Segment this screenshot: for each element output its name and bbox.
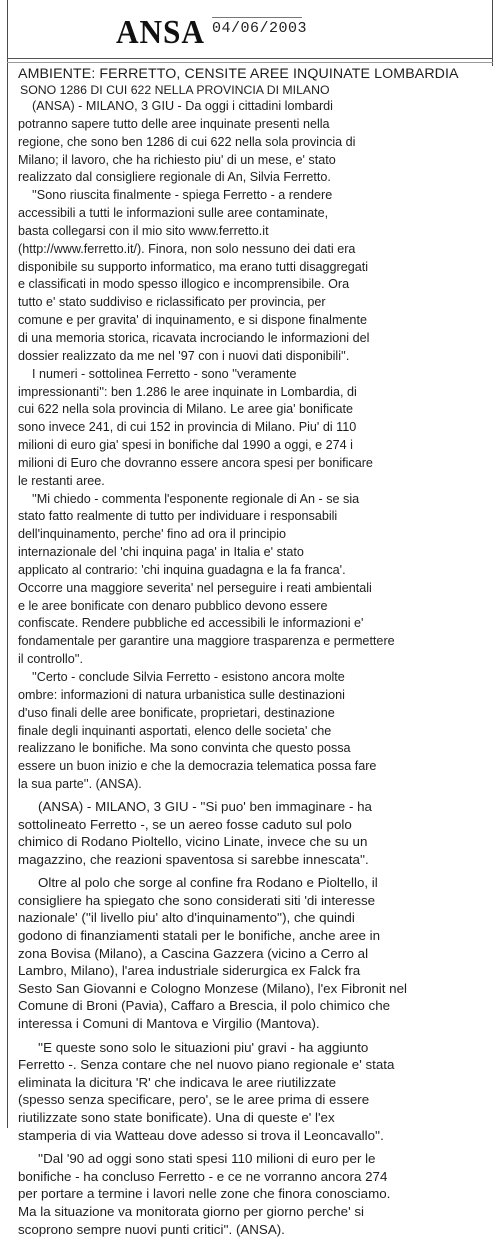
- article-text-line: accessibili a tutti le informazioni sulle aree contaminate,: [18, 206, 329, 221]
- article-text-line: disponibile su supporto informatico, ma erano tutti disaggregati: [18, 259, 369, 274]
- article-text-line: Lambro, Milano), l'area industriale siderurgica ex Falck fra: [18, 963, 361, 979]
- article-text-line: basta collegarsi con il mio sito www.ferretto.it: [18, 223, 269, 238]
- article-text-line: Sesto San Giovanni e Cologno Monzese (Milano), l'ex Fibronit nel: [18, 980, 407, 996]
- article-text-line: magazzino, che reazioni spaventosa si sarebbe innescata''.: [18, 851, 369, 867]
- article-text-line: Occorre una maggiore severita' nel perseguire i reati ambientali: [18, 580, 372, 595]
- article-text-line: confiscate. Rendere pubbliche ed accessibili le informazioni e': [18, 616, 364, 631]
- ansa-masthead-logo: ANSA: [116, 14, 205, 51]
- article-text-line: cui 622 nella sola provincia di Milano. Le aree gia' bonificate: [18, 402, 353, 417]
- article-text-line: Comune di Broni (Pavia), Caffaro a Brescia, il polo chimico che: [18, 998, 391, 1014]
- article-text-line: ''Mi chiedo - commenta l'esponente regionale di An - se sia: [32, 491, 360, 506]
- article-text-line: di una memoria storica, ricavata incrociando le informazioni del: [18, 330, 370, 345]
- article-text-line: applicato al contrario: 'chi inquina guadagna e la fa franca'.: [18, 562, 346, 577]
- article-text-line: sono invece 241, di cui 152 in provincia di Milano. Piu' di 110: [18, 420, 357, 435]
- article-text-line: eliminata la dicitura 'R' che indicava le aree riutilizzate: [18, 1074, 337, 1090]
- article-text-line: sottolineato Ferretto -, se un aereo fosse caduto sul polo: [18, 816, 352, 832]
- article-text-line: ombre: informazioni di natura urbanistica sulle destinazioni: [18, 687, 345, 702]
- article-text-line: Ferretto -. Senza contare che nel nuovo piano regionale e' stata: [18, 1057, 395, 1073]
- date-block: [212, 17, 307, 38]
- article-text-line: internazionale del 'chi inquina paga' in Italia e' stato: [18, 545, 304, 560]
- article-text-line: chimico di Rodano Pioltello, vicino Linate, invece che su un: [18, 834, 368, 850]
- article-text-line: (spesso senza specificare, pero', se le aree prima di essere: [18, 1092, 370, 1108]
- article-body-part2: [18, 798, 490, 1238]
- article-text-line: realizzato dal consigliere regionale di An, Silvia Ferretto.: [18, 170, 331, 185]
- article-text-line: essere un buon inizio e che la democrazia telematica possa fare: [18, 759, 377, 774]
- article-body-part1: [18, 98, 490, 794]
- article-text-line: (ANSA) - MILANO, 3 GIU - ''Si puo' ben immaginare - ha: [38, 798, 372, 814]
- article-text-line: interessa i Comuni di Mantova e Virgilio (Mantova).: [18, 1016, 320, 1032]
- article-text-line: realizzano le bonifiche. Ma sono convinta che questo possa: [18, 741, 351, 756]
- article-text-line: godono di finanziamenti statali per le bonifiche, anche aree in: [18, 928, 381, 944]
- article-text-line: milioni di euro gia' spesi in bonifiche dal 1990 a oggi, e 274 i: [18, 438, 353, 453]
- article-text-line: regione, che sono ben 1286 di cui 622 nella sola provincia di: [18, 134, 356, 149]
- left-margin-rule: [7, 0, 8, 1128]
- article-text-line: fondamentale per garantire una maggiore trasparenza e permettere: [18, 634, 395, 649]
- article-text-line: ''Dal '90 ad oggi sono stati spesi 110 milioni di euro per le: [38, 1151, 376, 1167]
- article-text-line: e le aree bonificate con denaro pubblico devono essere: [18, 598, 328, 613]
- article-text-line: ''E queste sono solo le situazioni piu' gravi - ha aggiunto: [38, 1039, 369, 1055]
- article-text-line: le restanti aree.: [18, 473, 105, 488]
- article-text-line: tutto e' stato suddiviso e riclassificato per provincia, per: [18, 295, 326, 310]
- article-text-line: ''Sono riuscita finalmente - spiega Ferretto - a rendere: [32, 188, 333, 203]
- date-overline: [212, 17, 302, 18]
- article-text-line: nazionale' (''il livello piu' alto d'inquinamento''), che quindi: [18, 910, 355, 926]
- article-text-line: Ma la situazione va monitorata giorno per giorno perche' si: [18, 1203, 364, 1219]
- article-text-line: riutilizzate sono state bonificate). Una di queste e' l'ex: [18, 1110, 335, 1125]
- article-text-line: potranno sapere tutto delle aree inquinate presenti nella: [18, 116, 330, 131]
- right-header-rule: [492, 0, 493, 66]
- header-divider-secondary: [7, 62, 493, 63]
- article-text-line: comune e per gravita' di inquinamento, e si dispone finalmente: [18, 313, 367, 328]
- article: [18, 66, 490, 1238]
- article-subtitle: SONO 1286 DI CUI 622 NELLA PROVINCIA DI MILANO: [20, 83, 330, 97]
- article-text-line: zona Bovisa (Milano), a Cascina Gazzera (vicino a Cerro al: [18, 945, 369, 961]
- article-text-line: finale degli inquinanti asportati, elenco delle societa' che: [18, 723, 332, 738]
- article-text-line: scoprono sempre nuovi punti critici''. (ANSA).: [18, 1221, 285, 1237]
- article-text-line: dell'inquinamento, perche' fino ad ora il principio: [18, 527, 287, 542]
- article-text-line: d'uso finali delle aree bonificate, proprietari, destinazione: [18, 705, 335, 720]
- article-text-line: dossier realizzato da me nel '97 con i nuovi dati disponibili''.: [18, 348, 350, 363]
- article-text-line: Milano; il lavoro, che ha richiesto piu' di un mese, e' stato: [18, 152, 336, 167]
- publication-date: 04/06/2003: [212, 20, 308, 37]
- article-text-line: (http://www.ferretto.it/). Finora, non solo nessuno dei dati era: [18, 241, 356, 256]
- article-text-line: ''Certo - conclude Silvia Ferretto - esistono ancora molte: [32, 670, 345, 684]
- article-text-line: il controllo''.: [18, 652, 84, 667]
- article-text-line: (ANSA) - MILANO, 3 GIU - Da oggi i cittadini lombardi: [32, 99, 333, 113]
- article-text-line: I numeri - sottolinea Ferretto - sono ''veramente: [32, 366, 297, 381]
- article-text-line: e classificati in modo spesso illogico e incomprensibile. Ora: [18, 277, 350, 292]
- article-text-line: consigliere ha spiegato che sono considerati siti 'di interesse: [18, 892, 376, 908]
- article-text-line: milioni di Euro che dovranno essere ancora spesi per bonificare: [18, 455, 373, 470]
- article-text-line: la sua parte''. (ANSA).: [18, 777, 142, 792]
- article-title: AMBIENTE: FERRETTO, CENSITE AREE INQUINATE LOMBARDIA: [18, 66, 459, 82]
- article-text-line: Oltre al polo che sorge al confine fra Rodano e Pioltello, il: [38, 875, 378, 891]
- header-divider: [7, 58, 493, 59]
- article-text-line: stamperia di via Watteau dove adesso si trova il Leoncavallo''.: [18, 1127, 384, 1143]
- article-text-line: stato fatto realmente di tutto per individuare i responsabili: [18, 509, 338, 524]
- article-text-line: per portare a termine i lavori nelle zone che finora conosciamo.: [18, 1186, 391, 1202]
- article-text-line: bonifiche - ha concluso Ferretto - e ce ne vorranno ancora 274: [18, 1168, 388, 1184]
- article-text-line: impressionanti'': ben 1.286 le aree inquinate in Lombardia, di: [18, 384, 357, 399]
